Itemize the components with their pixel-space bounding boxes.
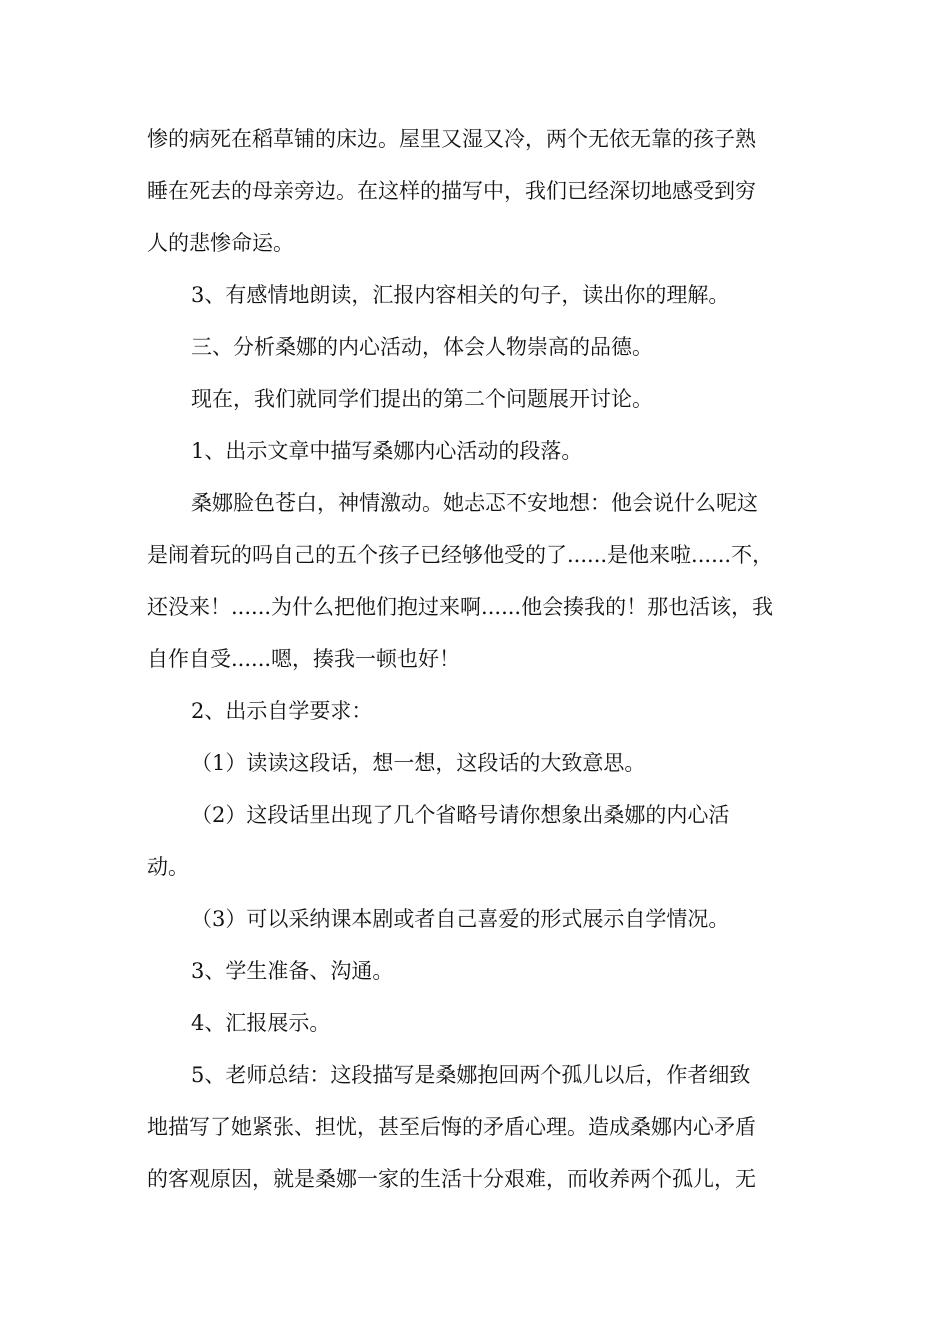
quote-line: 桑娜脸色苍白，神情激动。她忐忑不安地想：他会说什么呢这 xyxy=(191,491,758,515)
quote-line: 是闹着玩的吗自己的五个孩子已经够他受的了......是他来啦......不， xyxy=(147,543,774,567)
document-body xyxy=(147,113,807,1205)
text-line: 5、老师总结：这段描写是桑娜抱回两个孤儿以后，作者细致 xyxy=(191,1063,751,1087)
text-line: 睡在死去的母亲旁边。在这样的描写中，我们已经深切地感受到穷 xyxy=(147,179,756,203)
list-item: （2）这段话里出现了几个省略号请你想象出桑娜的内心活 xyxy=(191,803,730,827)
text-line: 惨的病死在稻草铺的床边。屋里又湿又冷，两个无依无靠的孩子熟 xyxy=(147,127,756,151)
quote-line: 自作自受......嗯，揍我一顿也好！ xyxy=(147,647,461,671)
list-item: （1）读读这段话，想一想，这段话的大致意思。 xyxy=(191,751,646,775)
text-line: 4、汇报展示。 xyxy=(191,1011,331,1035)
text-line: 人的悲惨命运。 xyxy=(147,231,294,255)
text-line: 地描写了她紧张、担忧，甚至后悔的矛盾心理。造成桑娜内心矛盾 xyxy=(147,1115,756,1139)
text-line: 3、有感情地朗读，汇报内容相关的句子，读出你的理解。 xyxy=(191,283,730,307)
text-line: 的客观原因，就是桑娜一家的生活十分艰难，而收养两个孤儿，无 xyxy=(147,1167,756,1191)
section-heading: 三、分析桑娜的内心活动，体会人物崇高的品德。 xyxy=(191,335,653,359)
list-item: （3）可以采纳课本剧或者自己喜爱的形式展示自学情况。 xyxy=(191,907,730,931)
list-item-continuation: 动。 xyxy=(147,855,189,879)
text-line: 3、学生准备、沟通。 xyxy=(191,959,394,983)
text-line: 2、出示自学要求： xyxy=(191,699,373,723)
text-line: 1、出示文章中描写桑娜内心活动的段落。 xyxy=(191,439,583,463)
text-line: 现在，我们就同学们提出的第二个问题展开讨论。 xyxy=(191,387,653,411)
quote-line: 还没来！......为什么把他们抱过来啊......他会揍我的！那也活该，我 xyxy=(147,595,774,619)
